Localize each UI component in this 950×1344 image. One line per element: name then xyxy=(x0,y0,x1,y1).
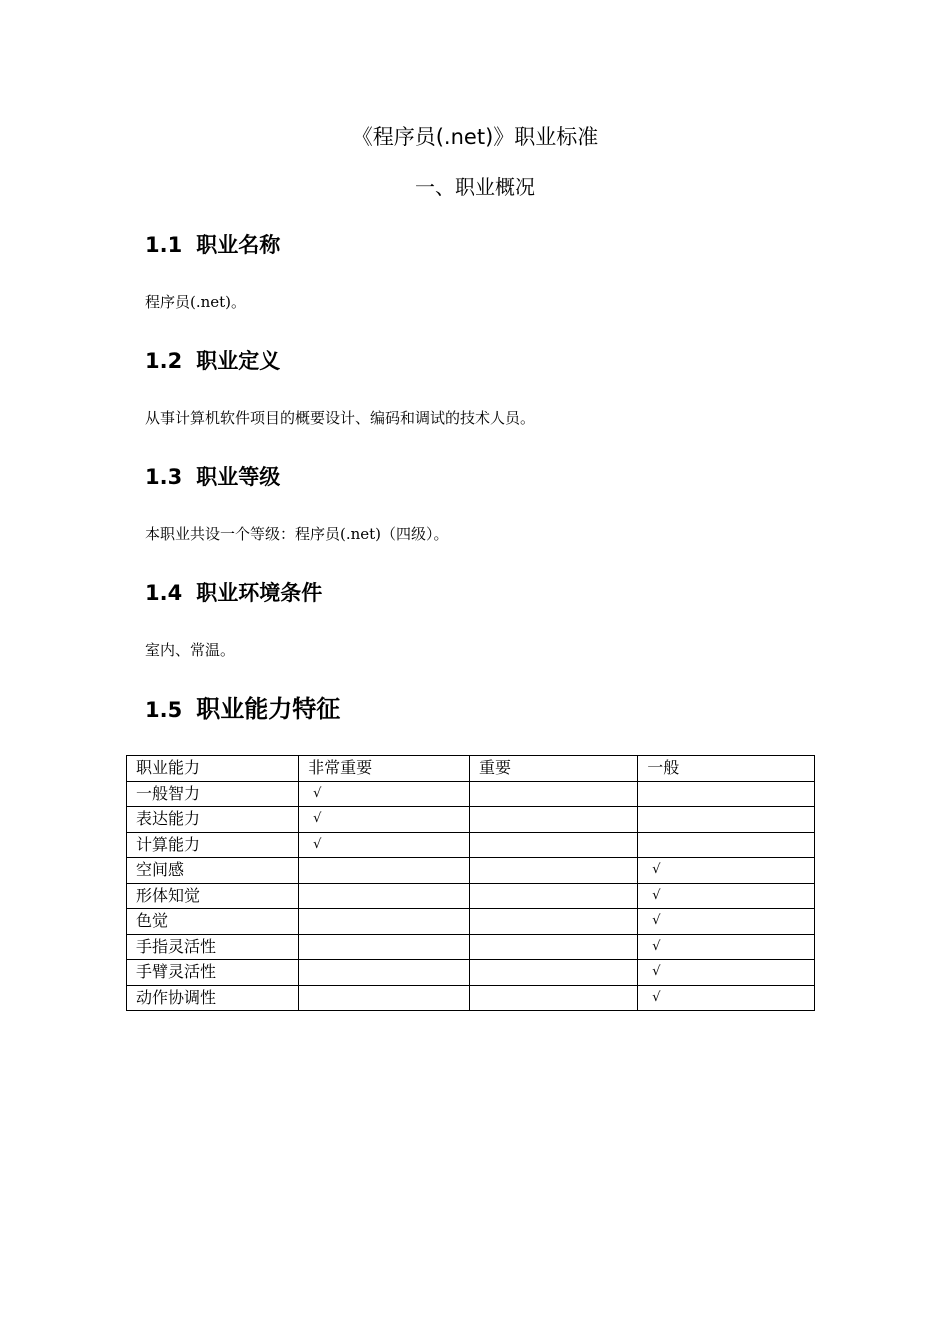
ability-name-cell: 色觉 xyxy=(127,909,299,935)
ability-name-cell: 形体知觉 xyxy=(127,883,299,909)
chapter-title: 一、职业概况 xyxy=(415,175,535,199)
check-cell: √ xyxy=(638,909,815,935)
header-cell-general: 一般 xyxy=(638,756,815,782)
ability-name-cell: 一般智力 xyxy=(127,781,299,807)
check-cell xyxy=(299,883,470,909)
section-body: 程序员(.net)。 xyxy=(145,293,247,311)
check-cell xyxy=(469,781,637,807)
check-cell: √ xyxy=(299,832,470,858)
check-cell xyxy=(299,960,470,986)
ability-name-cell: 计算能力 xyxy=(127,832,299,858)
section-number: 1.3 xyxy=(145,465,183,489)
check-cell: √ xyxy=(638,960,815,986)
section-job-environment xyxy=(145,578,825,659)
check-cell: √ xyxy=(638,934,815,960)
section-heading xyxy=(145,462,825,492)
section-heading-text: 职业等级 xyxy=(196,465,281,489)
check-cell xyxy=(469,934,637,960)
check-cell xyxy=(299,985,470,1011)
check-cell xyxy=(469,883,637,909)
section-number: 1.4 xyxy=(145,581,183,605)
section-heading xyxy=(145,694,825,725)
ability-name-cell: 表达能力 xyxy=(127,807,299,833)
check-cell: √ xyxy=(638,858,815,884)
check-cell xyxy=(469,832,637,858)
table-header-row xyxy=(127,756,815,782)
check-cell xyxy=(638,781,815,807)
check-cell xyxy=(469,985,637,1011)
check-cell: √ xyxy=(299,781,470,807)
document-title: 《程序员(.net)》职业标准 xyxy=(351,125,599,149)
section-job-name xyxy=(145,230,825,311)
section-heading-text: 职业能力特征 xyxy=(196,695,341,723)
check-cell xyxy=(299,934,470,960)
check-cell: √ xyxy=(638,985,815,1011)
table-row xyxy=(127,883,815,909)
section-number: 1.5 xyxy=(145,698,183,722)
section-job-level xyxy=(145,462,825,543)
check-cell xyxy=(469,807,637,833)
table-row xyxy=(127,781,815,807)
section-body: 室内、常温。 xyxy=(145,641,236,659)
table-row xyxy=(127,909,815,935)
check-cell: √ xyxy=(299,807,470,833)
check-cell xyxy=(638,832,815,858)
ability-name-cell: 手臂灵活性 xyxy=(127,960,299,986)
section-heading-text: 职业名称 xyxy=(196,233,281,257)
check-cell: √ xyxy=(638,883,815,909)
table-row xyxy=(127,985,815,1011)
section-number: 1.1 xyxy=(145,233,183,257)
check-cell xyxy=(469,909,637,935)
table-row xyxy=(127,807,815,833)
section-body: 本职业共设一个等级：程序员(.net)（四级）。 xyxy=(145,525,449,543)
section-heading xyxy=(145,346,825,376)
section-body: 从事计算机软件项目的概要设计、编码和调试的技术人员。 xyxy=(145,409,536,427)
table-row xyxy=(127,960,815,986)
ability-name-cell: 手指灵活性 xyxy=(127,934,299,960)
table-row xyxy=(127,832,815,858)
check-cell xyxy=(638,807,815,833)
section-number: 1.2 xyxy=(145,349,183,373)
table-row xyxy=(127,934,815,960)
check-cell xyxy=(469,960,637,986)
section-heading-text: 职业定义 xyxy=(196,349,281,373)
ability-name-cell: 动作协调性 xyxy=(127,985,299,1011)
section-heading xyxy=(145,578,825,608)
check-cell xyxy=(299,858,470,884)
ability-table xyxy=(126,755,815,1011)
header-cell-ability: 职业能力 xyxy=(127,756,299,782)
check-cell xyxy=(469,858,637,884)
section-job-definition xyxy=(145,346,825,427)
section-heading xyxy=(145,230,825,260)
section-job-ability xyxy=(145,694,825,725)
table-row xyxy=(127,858,815,884)
header-cell-important: 重要 xyxy=(469,756,637,782)
ability-name-cell: 空间感 xyxy=(127,858,299,884)
section-heading-text: 职业环境条件 xyxy=(196,581,323,605)
header-cell-very-important: 非常重要 xyxy=(299,756,470,782)
check-cell xyxy=(299,909,470,935)
